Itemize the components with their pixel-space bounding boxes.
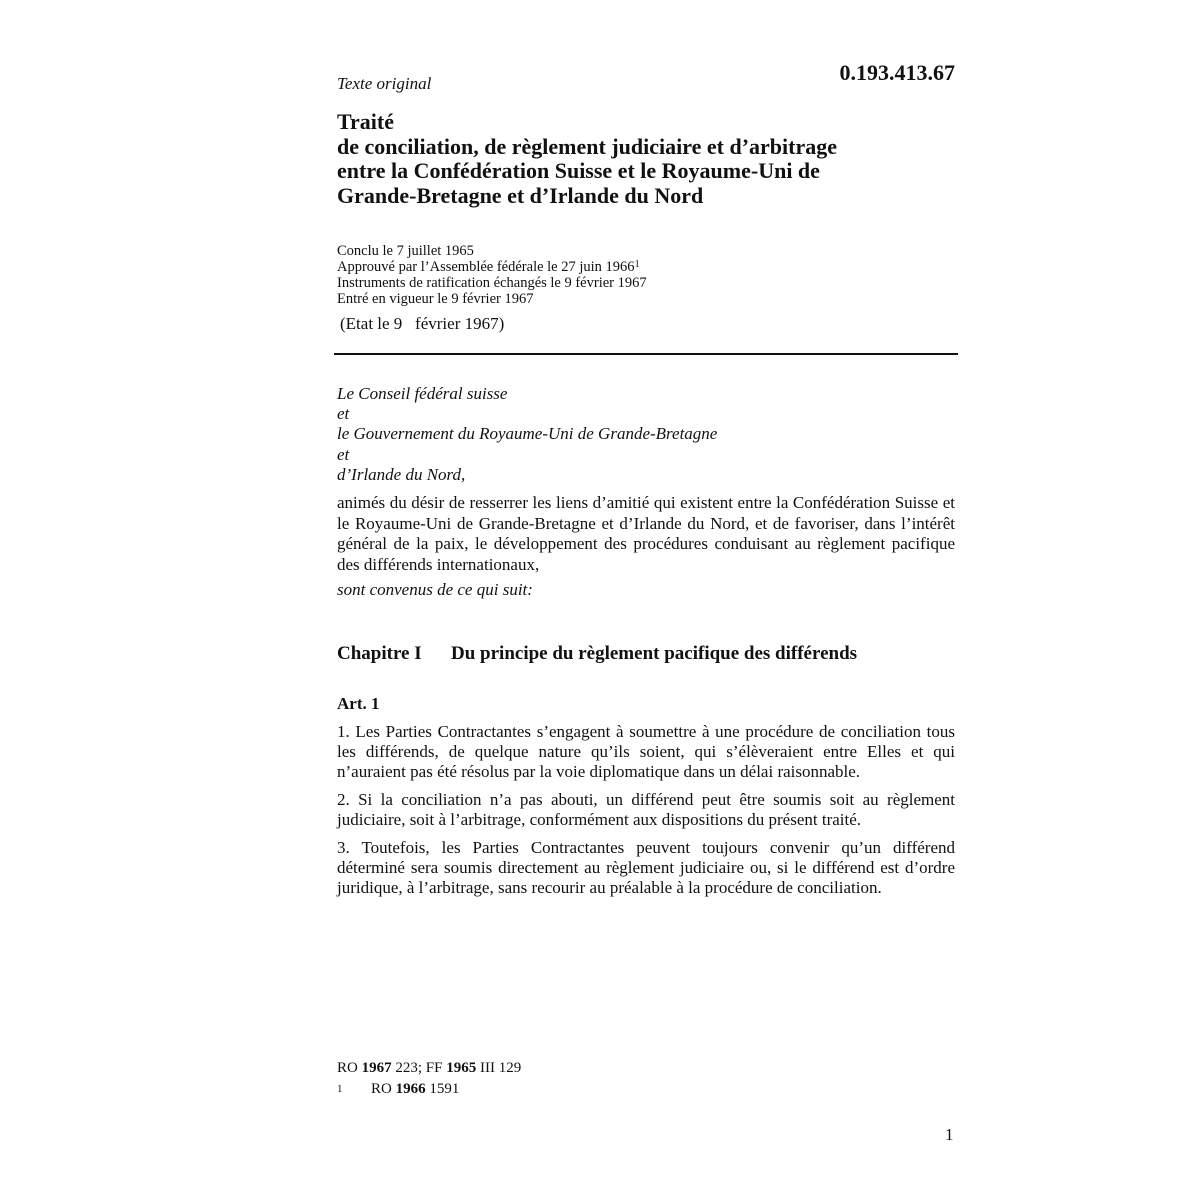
title-line: entre la Confédération Suisse et le Royaume-Uni de	[337, 158, 820, 183]
title-line: Grande-Bretagne et d’Irlande du Nord	[337, 182, 704, 208]
party-line: et	[337, 444, 350, 464]
party-line: Le Conseil fédéral suisse	[337, 384, 508, 403]
treaty-title	[337, 110, 957, 208]
ratification-date: Instruments de ratification échangés le 9 février 1967	[337, 275, 647, 291]
status-date: (Etat le 9 février 1967)	[340, 314, 505, 333]
preamble-agreement: sont convenus de ce qui suit:	[337, 580, 533, 599]
ro-page: 223; FF	[395, 1060, 443, 1076]
contracting-parties	[337, 384, 957, 485]
ro-label: RO	[337, 1060, 358, 1076]
footnote-mark: 1	[337, 1083, 343, 1095]
ff-year: 1965	[446, 1060, 477, 1076]
preamble-text: animés du désir de resserrer les liens d’amitié qui existent entre la Confédération Suisse et le Royaume-Uni de Grande-Bretagne et d’Irlande du Nord, et de favoriser, dans l’intérêt général de la paix, le développement des procédures conduisant au règlement pacifique des différends internationaux,	[337, 493, 955, 574]
chapter-heading	[337, 643, 857, 665]
in-force-date: Entré en vigueur le 9 février 1967	[337, 291, 534, 307]
article-paragraph: 1. Les Parties Contractantes s’engagent à soumettre à une procédure de conciliation tous les différends, de quelque nature qu’ils soient, qui s’élèveraient entre Elles et qui n’auraient pas été résolus par la voie diplomatique dans un délai raisonnable.	[337, 722, 955, 781]
footnote-1	[337, 1080, 459, 1098]
sr-number: 0.193.413.67	[839, 60, 955, 85]
article-heading: Art. 1	[337, 694, 380, 713]
approved-date	[337, 259, 957, 275]
article-paragraph: 2. Si la conciliation n’a pas abouti, un différend peut être soumis soit au règlement judiciaire, soit à l’arbitrage, conformément aux dispositions du présent traité.	[337, 790, 955, 829]
title-line: Traité	[337, 109, 395, 134]
party-line: le Gouvernement du Royaume-Uni de Grande-Bretagne	[337, 424, 718, 444]
title-line: de conciliation, de règlement judiciaire et d’arbitrage	[337, 133, 837, 159]
footnote-mark-link[interactable]: 1	[634, 259, 640, 270]
chapter-number: Chapitre I	[337, 643, 422, 664]
approved-text: Approuvé par l’Assemblée fédérale le 27 juin 1966	[337, 259, 635, 275]
article-paragraph: 3. Toutefois, les Parties Contractantes peuvent toujours convenir qu’un différend déterminé sera soumis directement au règlement judiciaire ou, si le différend est d’ordre juridique, à l’arbitrage, sans recourir au préalable à la procédure de conciliation.	[337, 838, 955, 897]
party-line: d’Irlande du Nord,	[337, 464, 466, 484]
header-divider	[334, 353, 958, 355]
chapter-title: Du principe du règlement pacifique des différends	[451, 643, 858, 664]
ff-page: III 129	[479, 1060, 522, 1076]
treaty-metadata	[337, 243, 957, 307]
concluded-date: Conclu le 7 juillet 1965	[337, 243, 474, 259]
party-line: et	[337, 404, 350, 424]
fn1-year: 1966	[395, 1081, 426, 1097]
original-text-label: Texte original	[337, 74, 432, 93]
fn1-ro-label: RO	[371, 1081, 392, 1097]
fn1-page: 1591	[429, 1081, 460, 1097]
ro-year: 1967	[361, 1060, 392, 1076]
official-reference	[337, 1059, 521, 1077]
page-number: 1	[945, 1125, 954, 1144]
